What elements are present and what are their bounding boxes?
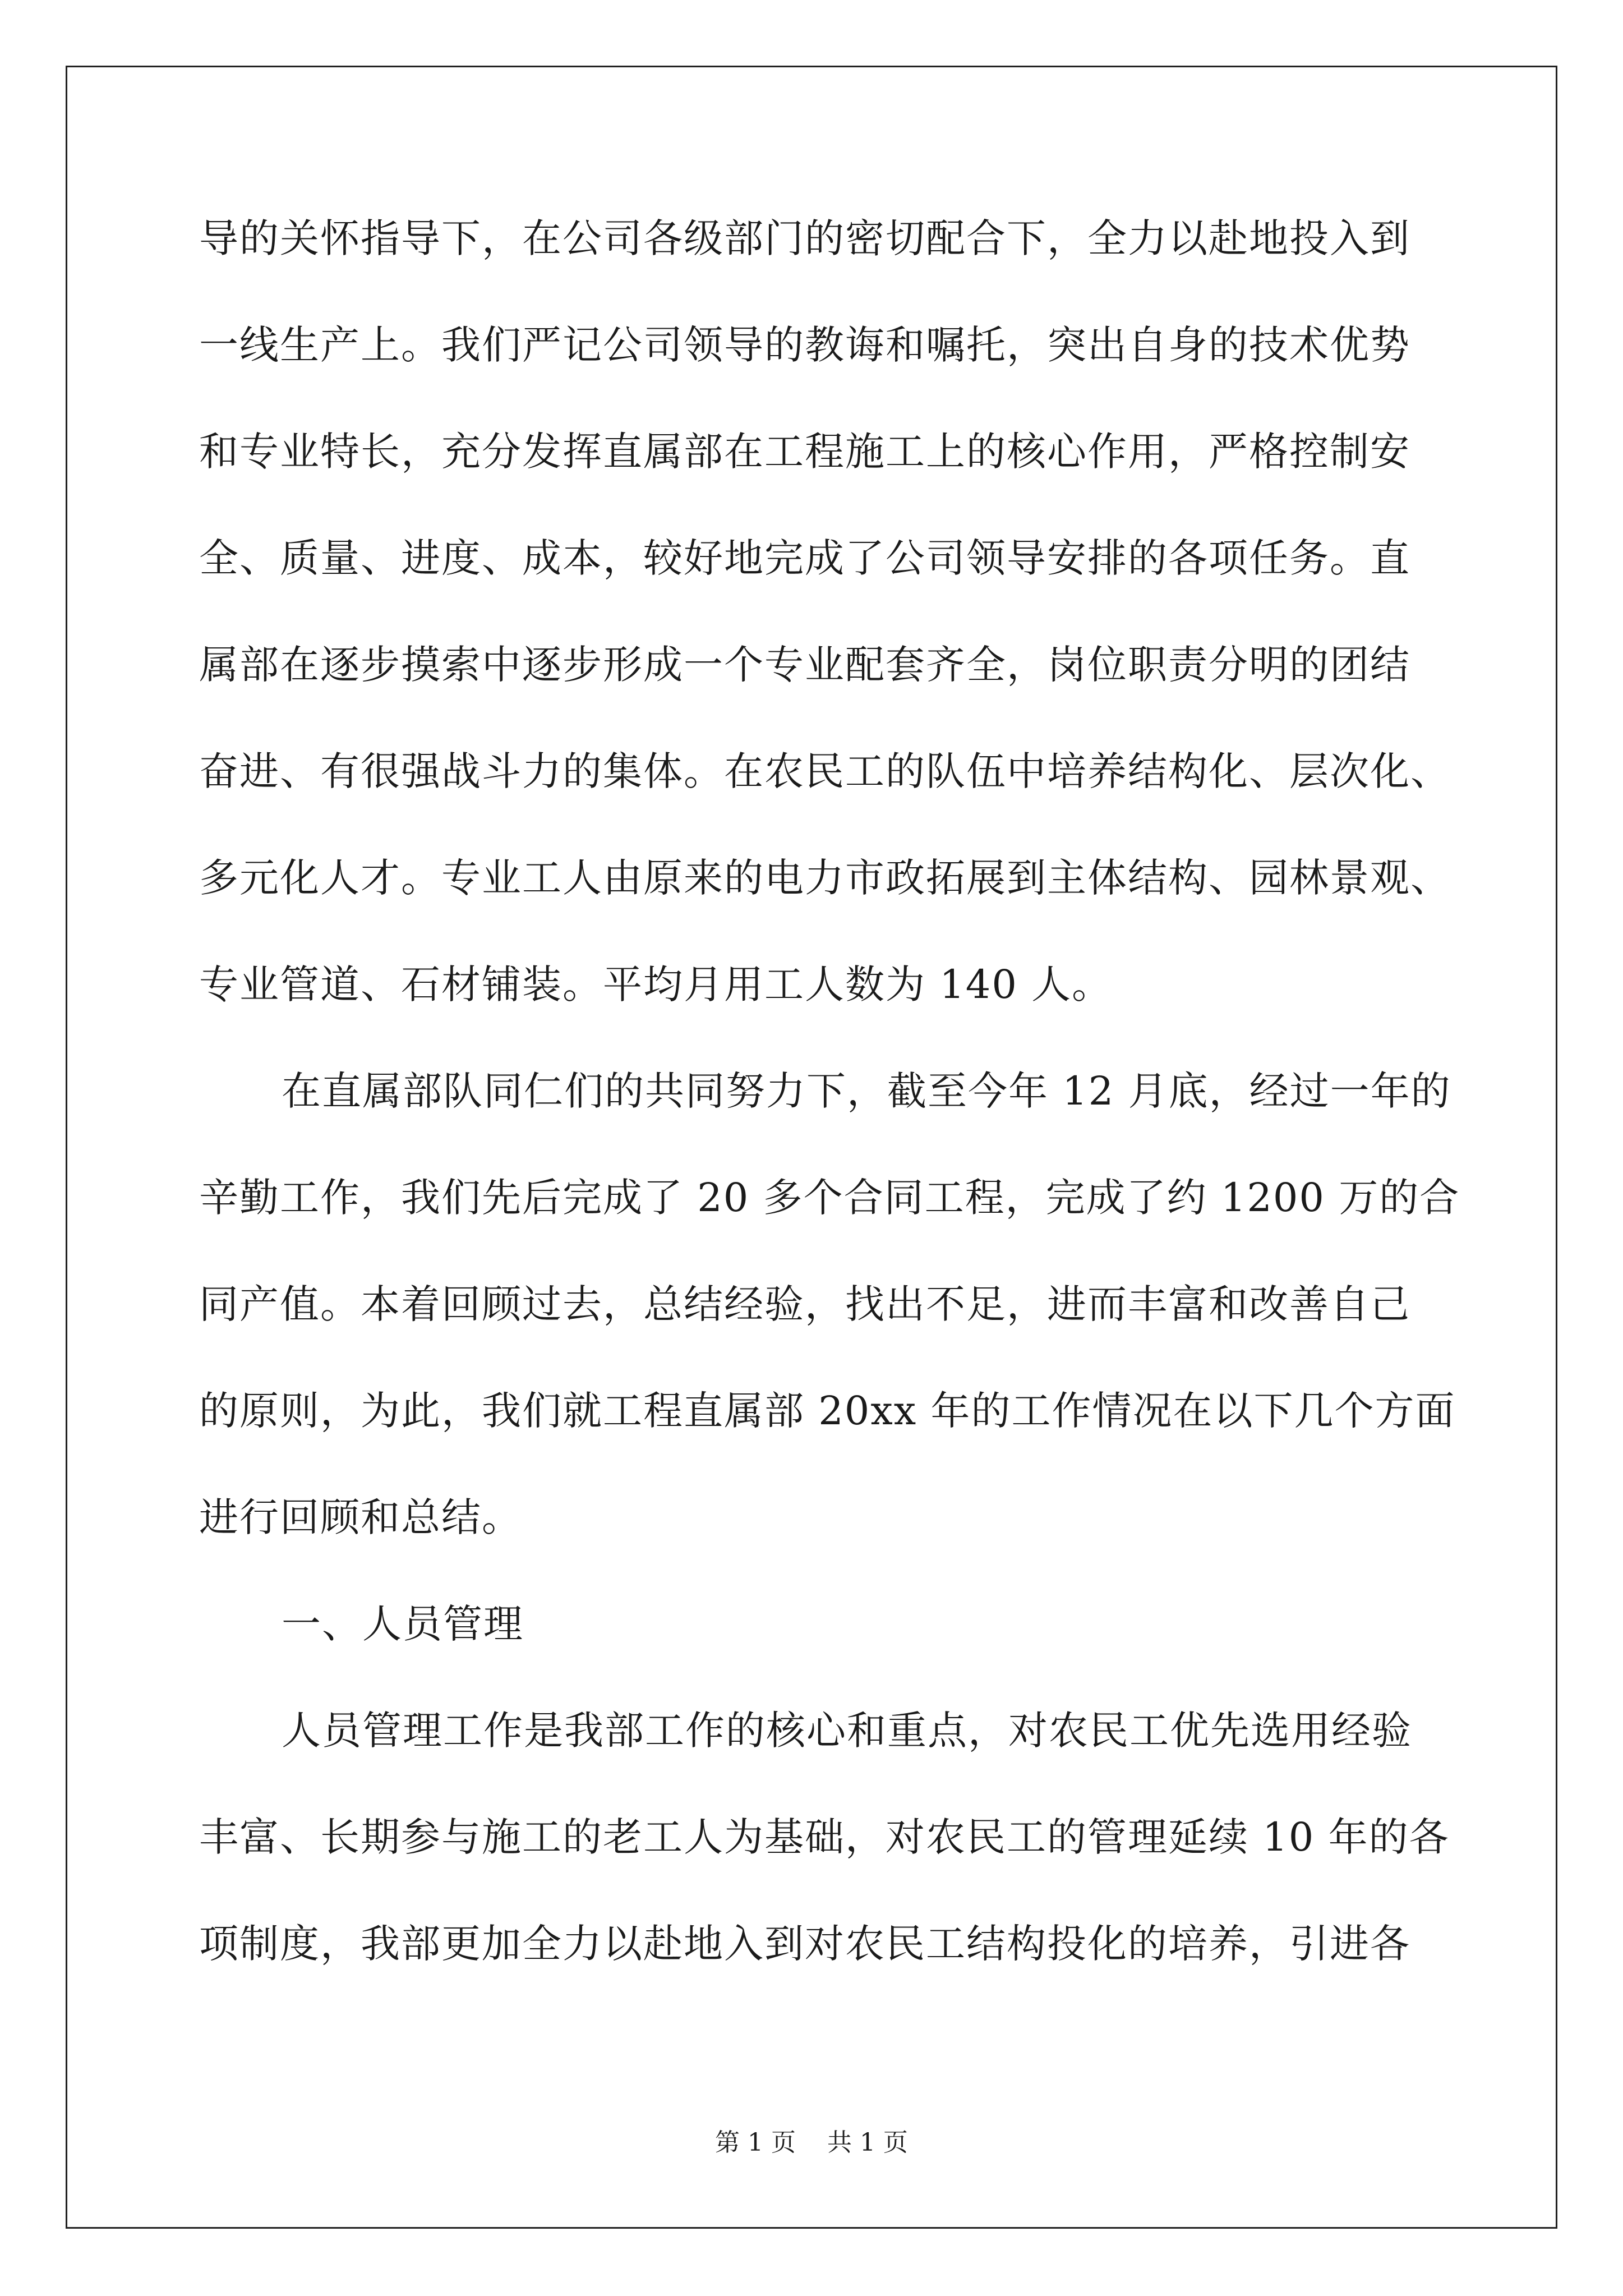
paragraph-line: 人员管理工作是我部工作的核心和重点，对农民工优先选用经验: [282, 1708, 1412, 1754]
page-footer: 第 1 页 共 1 页: [715, 2128, 908, 2157]
paragraph-line: 多元化人才。专业工人由原来的电力市政拓展到主体结构、园林景观、: [199, 855, 1451, 901]
paragraph-line: 和专业特长，充分发挥直属部在工程施工上的核心作用，严格控制安: [199, 429, 1410, 475]
paragraph-line: 专业管道、石材铺装。平均月用工人数为 140 人。: [199, 961, 1113, 1007]
paragraph-line: 一线生产上。我们严记公司领导的教诲和嘱托，突出自身的技术优势: [199, 322, 1410, 368]
page-border: [66, 66, 1557, 2229]
paragraph-line: 属部在逐步摸索中逐步形成一个专业配套齐全，岗位职责分明的团结: [199, 642, 1410, 688]
paragraph-line: 进行回顾和总结。: [199, 1494, 522, 1540]
paragraph-line: 辛勤工作，我们先后完成了 20 多个合同工程，完成了约 1200 万的合: [199, 1175, 1460, 1221]
section-heading: 一、人员管理: [282, 1601, 524, 1647]
paragraph-line: 全、质量、进度、成本，较好地完成了公司领导安排的各项任务。直: [199, 535, 1410, 581]
paragraph-line: 同产值。本着回顾过去，总结经验，找出不足，进而丰富和改善自己: [199, 1281, 1410, 1327]
paragraph-line: 奋进、有很强战斗力的集体。在农民工的队伍中培养结构化、层次化、: [199, 748, 1451, 794]
paragraph-line: 在直属部队同仁们的共同努力下，截至今年 12 月底，经过一年的: [282, 1068, 1451, 1114]
paragraph-line: 导的关怀指导下，在公司各级部门的密切配合下，全力以赴地投入到: [199, 215, 1410, 261]
paragraph-line: 丰富、长期参与施工的老工人为基础，对农民工的管理延续 10 年的各: [199, 1814, 1450, 1860]
paragraph-line: 项制度，我部更加全力以赴地入到对农民工结构投化的培养，引进各: [199, 1921, 1410, 1967]
paragraph-line: 的原则，为此，我们就工程直属部 20xx 年的工作情况在以下几个方面: [199, 1388, 1456, 1434]
